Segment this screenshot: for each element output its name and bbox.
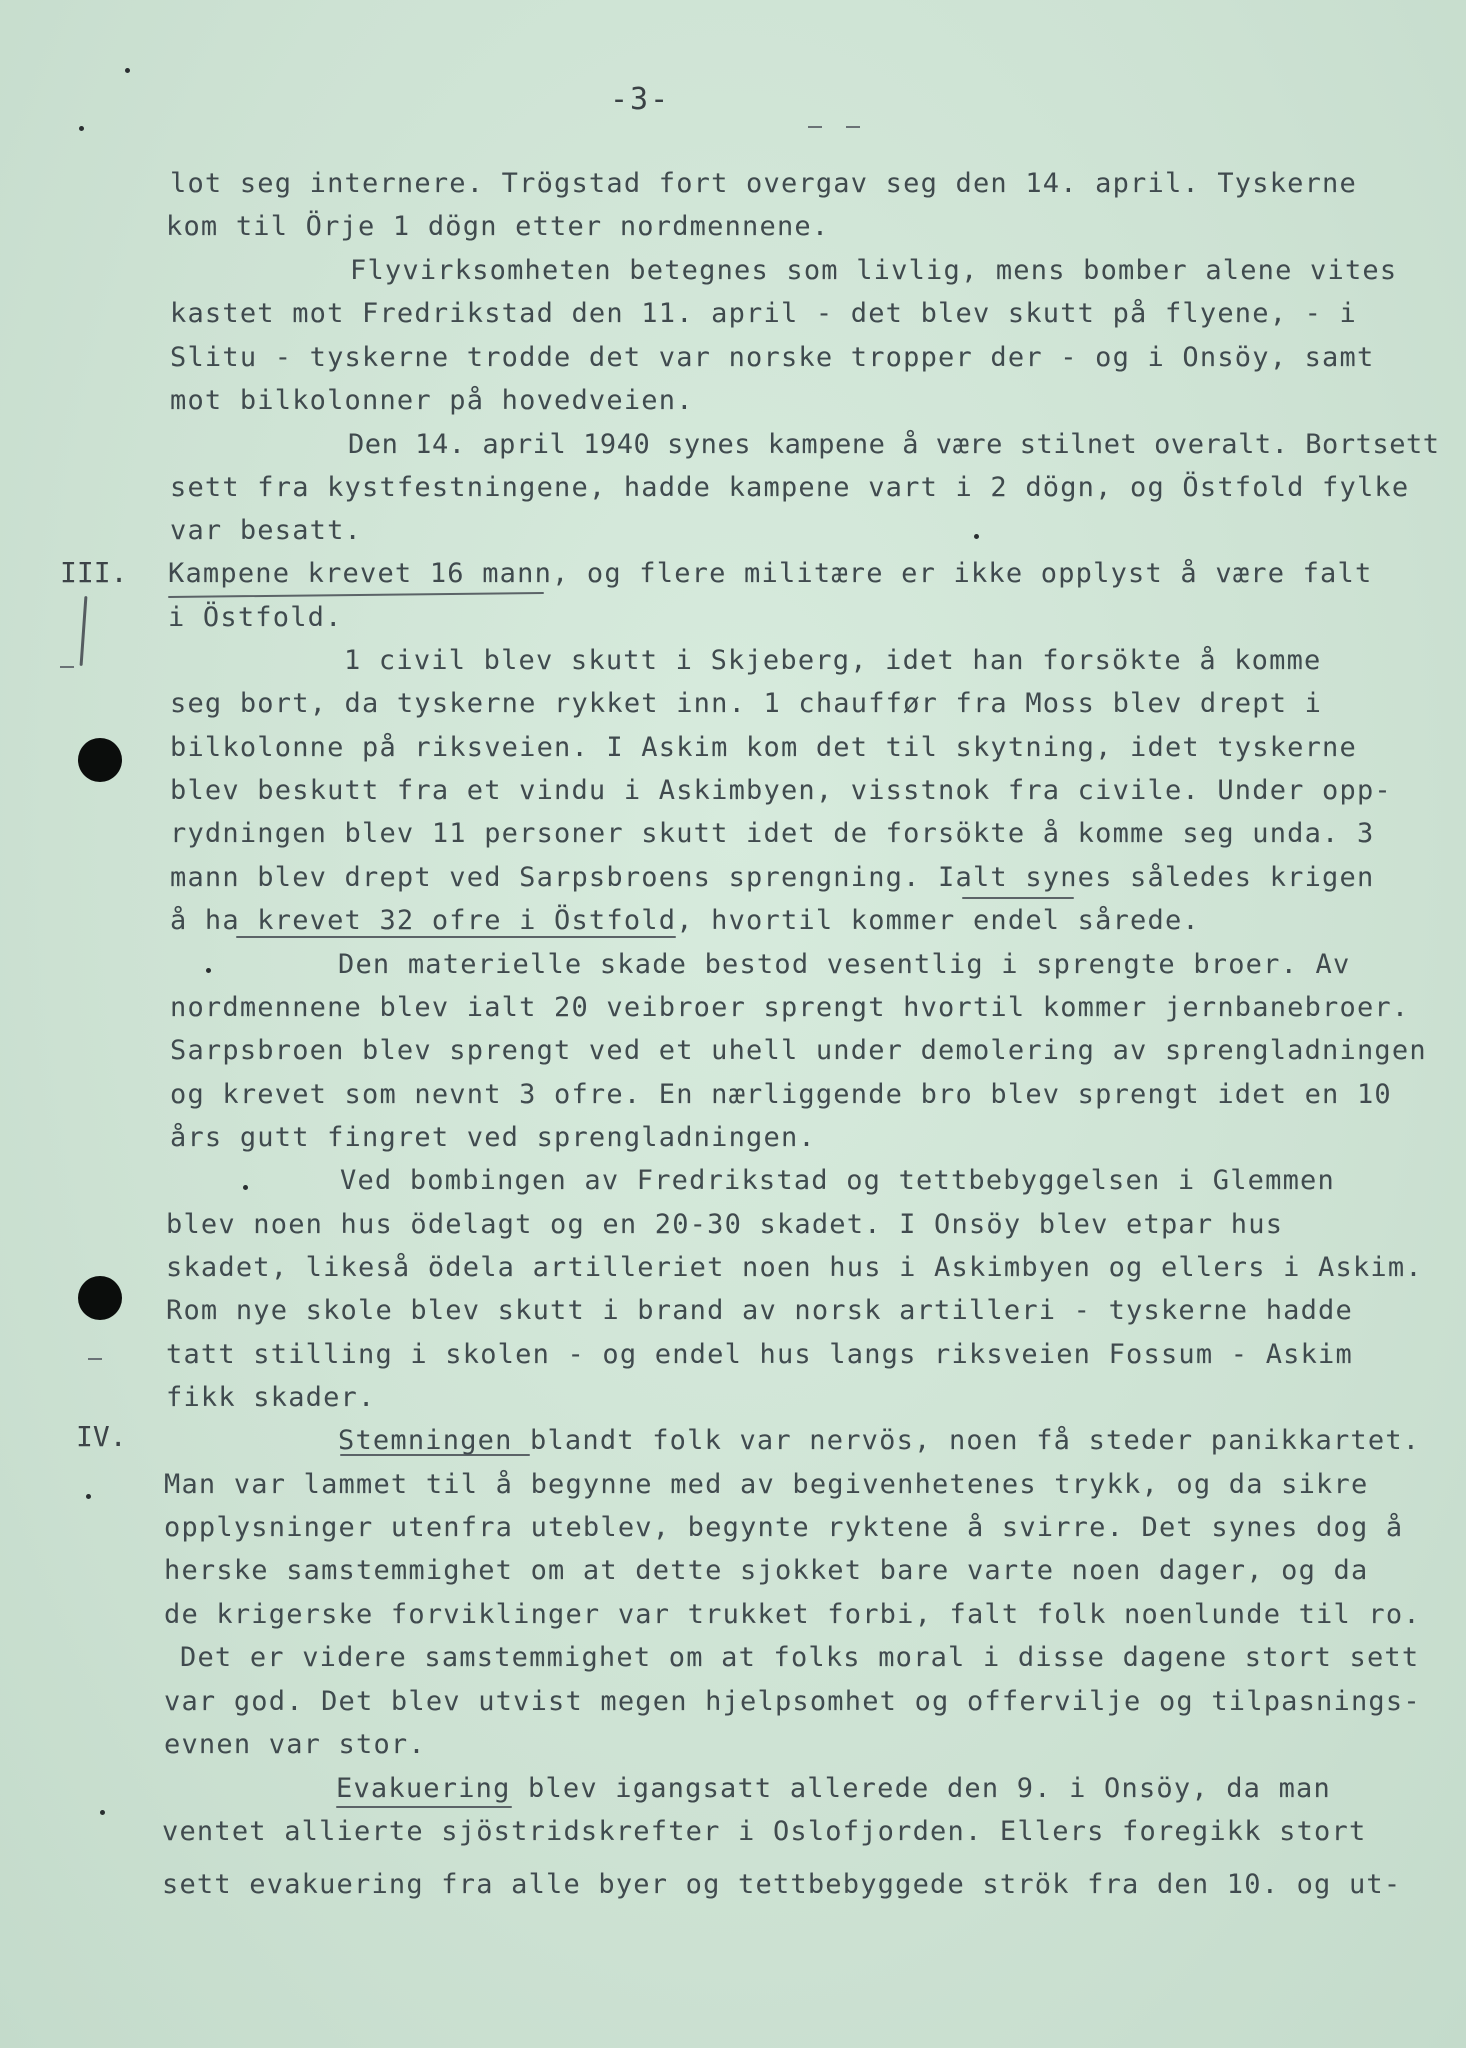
text-line: fikk skader. bbox=[166, 1382, 376, 1413]
text-line: sett fra kystfestningene, hadde kampene vart i 2 dögn, og Östfold fylke bbox=[170, 472, 1410, 503]
text-line: skadet, likeså ödela artilleriet noen hus i Askimbyen og ellers i Askim. bbox=[166, 1252, 1423, 1283]
text-line: Stemningen blandt folk var nervös, noen få steder panikkartet. bbox=[338, 1425, 1421, 1456]
section-number-iv: IV. bbox=[76, 1420, 127, 1453]
margin-dash bbox=[846, 126, 860, 128]
text-line: og krevet som nevnt 3 ofre. En nærliggende bro blev sprengt idet en 10 bbox=[170, 1079, 1392, 1110]
text-line: års gutt fingret ved sprengladningen. bbox=[170, 1122, 816, 1153]
ink-speck bbox=[206, 968, 211, 973]
text-line: blev beskutt fra et vindu i Askimbyen, visstnok fra civile. Under opp- bbox=[170, 775, 1392, 806]
punch-hole-top bbox=[78, 738, 122, 782]
ink-speck bbox=[125, 68, 130, 73]
ink-speck bbox=[974, 534, 979, 539]
ink-speck bbox=[86, 1494, 91, 1499]
margin-dash bbox=[60, 666, 74, 668]
text-line: herske samstemmighet om at dette sjokket bare varte noen dager, og da bbox=[164, 1555, 1369, 1586]
section-number-iii: III. bbox=[60, 556, 128, 589]
text-line: Ved bombingen av Fredrikstad og tettbebyggelsen i Glemmen bbox=[340, 1165, 1335, 1196]
ink-speck bbox=[243, 1185, 248, 1190]
text-line: Evakuering blev igangsatt allerede den 9. i Onsöy, da man bbox=[336, 1773, 1331, 1804]
text-line: mann blev drept ved Sarpsbroens sprengning. Ialt synes således krigen bbox=[170, 862, 1375, 893]
text-line: Kampene krevet 16 mann, og flere militære er ikke opplyst å være falt bbox=[168, 558, 1373, 589]
text-line: kom til Örje 1 dögn etter nordmennene. bbox=[166, 211, 830, 242]
text-line: de krigerske forviklinger var trukket forbi, falt folk noenlunde til ro. bbox=[164, 1599, 1421, 1630]
text-line: tatt stilling i skolen - og endel hus langs riksveien Fossum - Askim bbox=[166, 1339, 1353, 1370]
punch-hole-bottom bbox=[78, 1276, 122, 1320]
text-line: bilkolonne på riksveien. I Askim kom det til skytning, idet tyskerne bbox=[170, 732, 1357, 763]
text-line: Flyvirksomheten betegnes som livlig, mens bomber alene vites bbox=[350, 255, 1398, 286]
margin-pencil-mark bbox=[80, 596, 88, 666]
text-line: kastet mot Fredrikstad den 11. april - det blev skutt på flyene, - i bbox=[170, 298, 1357, 329]
text-line: sett evakuering fra alle byer og tettbebyggede strök fra den 10. og ut- bbox=[162, 1869, 1402, 1900]
text-line: å ha krevet 32 ofre i Östfold, hvortil kommer endel sårede. bbox=[170, 905, 1200, 936]
text-line: Sarpsbroen blev sprengt ved et uhell under demolering av sprengladningen bbox=[170, 1035, 1427, 1066]
text-line: evnen var stor. bbox=[164, 1729, 426, 1760]
text-line: seg bort, da tyskerne rykket inn. 1 chauffør fra Moss blev drept i bbox=[170, 688, 1323, 719]
text-line: Slitu - tyskerne trodde det var norske tropper der - og i Onsöy, samt bbox=[170, 342, 1375, 373]
text-line: lot seg internere. Trögstad fort overgav seg den 14. april. Tyskerne bbox=[170, 168, 1357, 199]
text-line: Den materielle skade bestod vesentlig i sprengte broer. Av bbox=[338, 949, 1351, 980]
ink-speck bbox=[79, 126, 84, 131]
text-line: Det er videre samstemmighet om at folks moral i disse dagene stort sett bbox=[180, 1642, 1420, 1673]
margin-dash bbox=[808, 126, 822, 128]
text-line: Man var lammet til å begynne med av begivenhetenes trykk, og da sikre bbox=[164, 1469, 1369, 1500]
text-line: var besatt. bbox=[170, 515, 363, 546]
text-line: rydningen blev 11 personer skutt idet de forsökte å komme seg unda. 3 bbox=[170, 818, 1375, 849]
text-line: blev noen hus ödelagt og en 20-30 skadet. I Onsöy blev etpar hus bbox=[166, 1209, 1284, 1240]
text-line: var god. Det blev utvist megen hjelpsomhet og offervilje og tilpasnings- bbox=[164, 1686, 1421, 1717]
text-line: ventet allierte sjöstridskrefter i Oslofjorden. Ellers foregikk stort bbox=[162, 1816, 1367, 1847]
text-line: 1 civil blev skutt i Skjeberg, idet han forsökte å komme bbox=[344, 645, 1322, 676]
text-line: mot bilkolonner på hovedveien. bbox=[170, 385, 694, 416]
text-line: opplysninger utenfra uteblev, begynte ryktene å svirre. Det synes dog å bbox=[164, 1512, 1404, 1543]
text-line: i Östfold. bbox=[168, 602, 343, 633]
text-line: Rom nye skole blev skutt i brand av norsk artilleri - tyskerne hadde bbox=[166, 1295, 1353, 1326]
margin-dash bbox=[88, 1358, 102, 1360]
text-line: Den 14. april 1940 synes kampene å være stilnet overalt. Bortsett bbox=[348, 429, 1440, 460]
text-line: nordmennene blev ialt 20 veibroer sprengt hvortil kommer jernbanebroer. bbox=[170, 992, 1410, 1023]
page-number: -3- bbox=[610, 82, 671, 117]
ink-speck bbox=[100, 1810, 105, 1815]
